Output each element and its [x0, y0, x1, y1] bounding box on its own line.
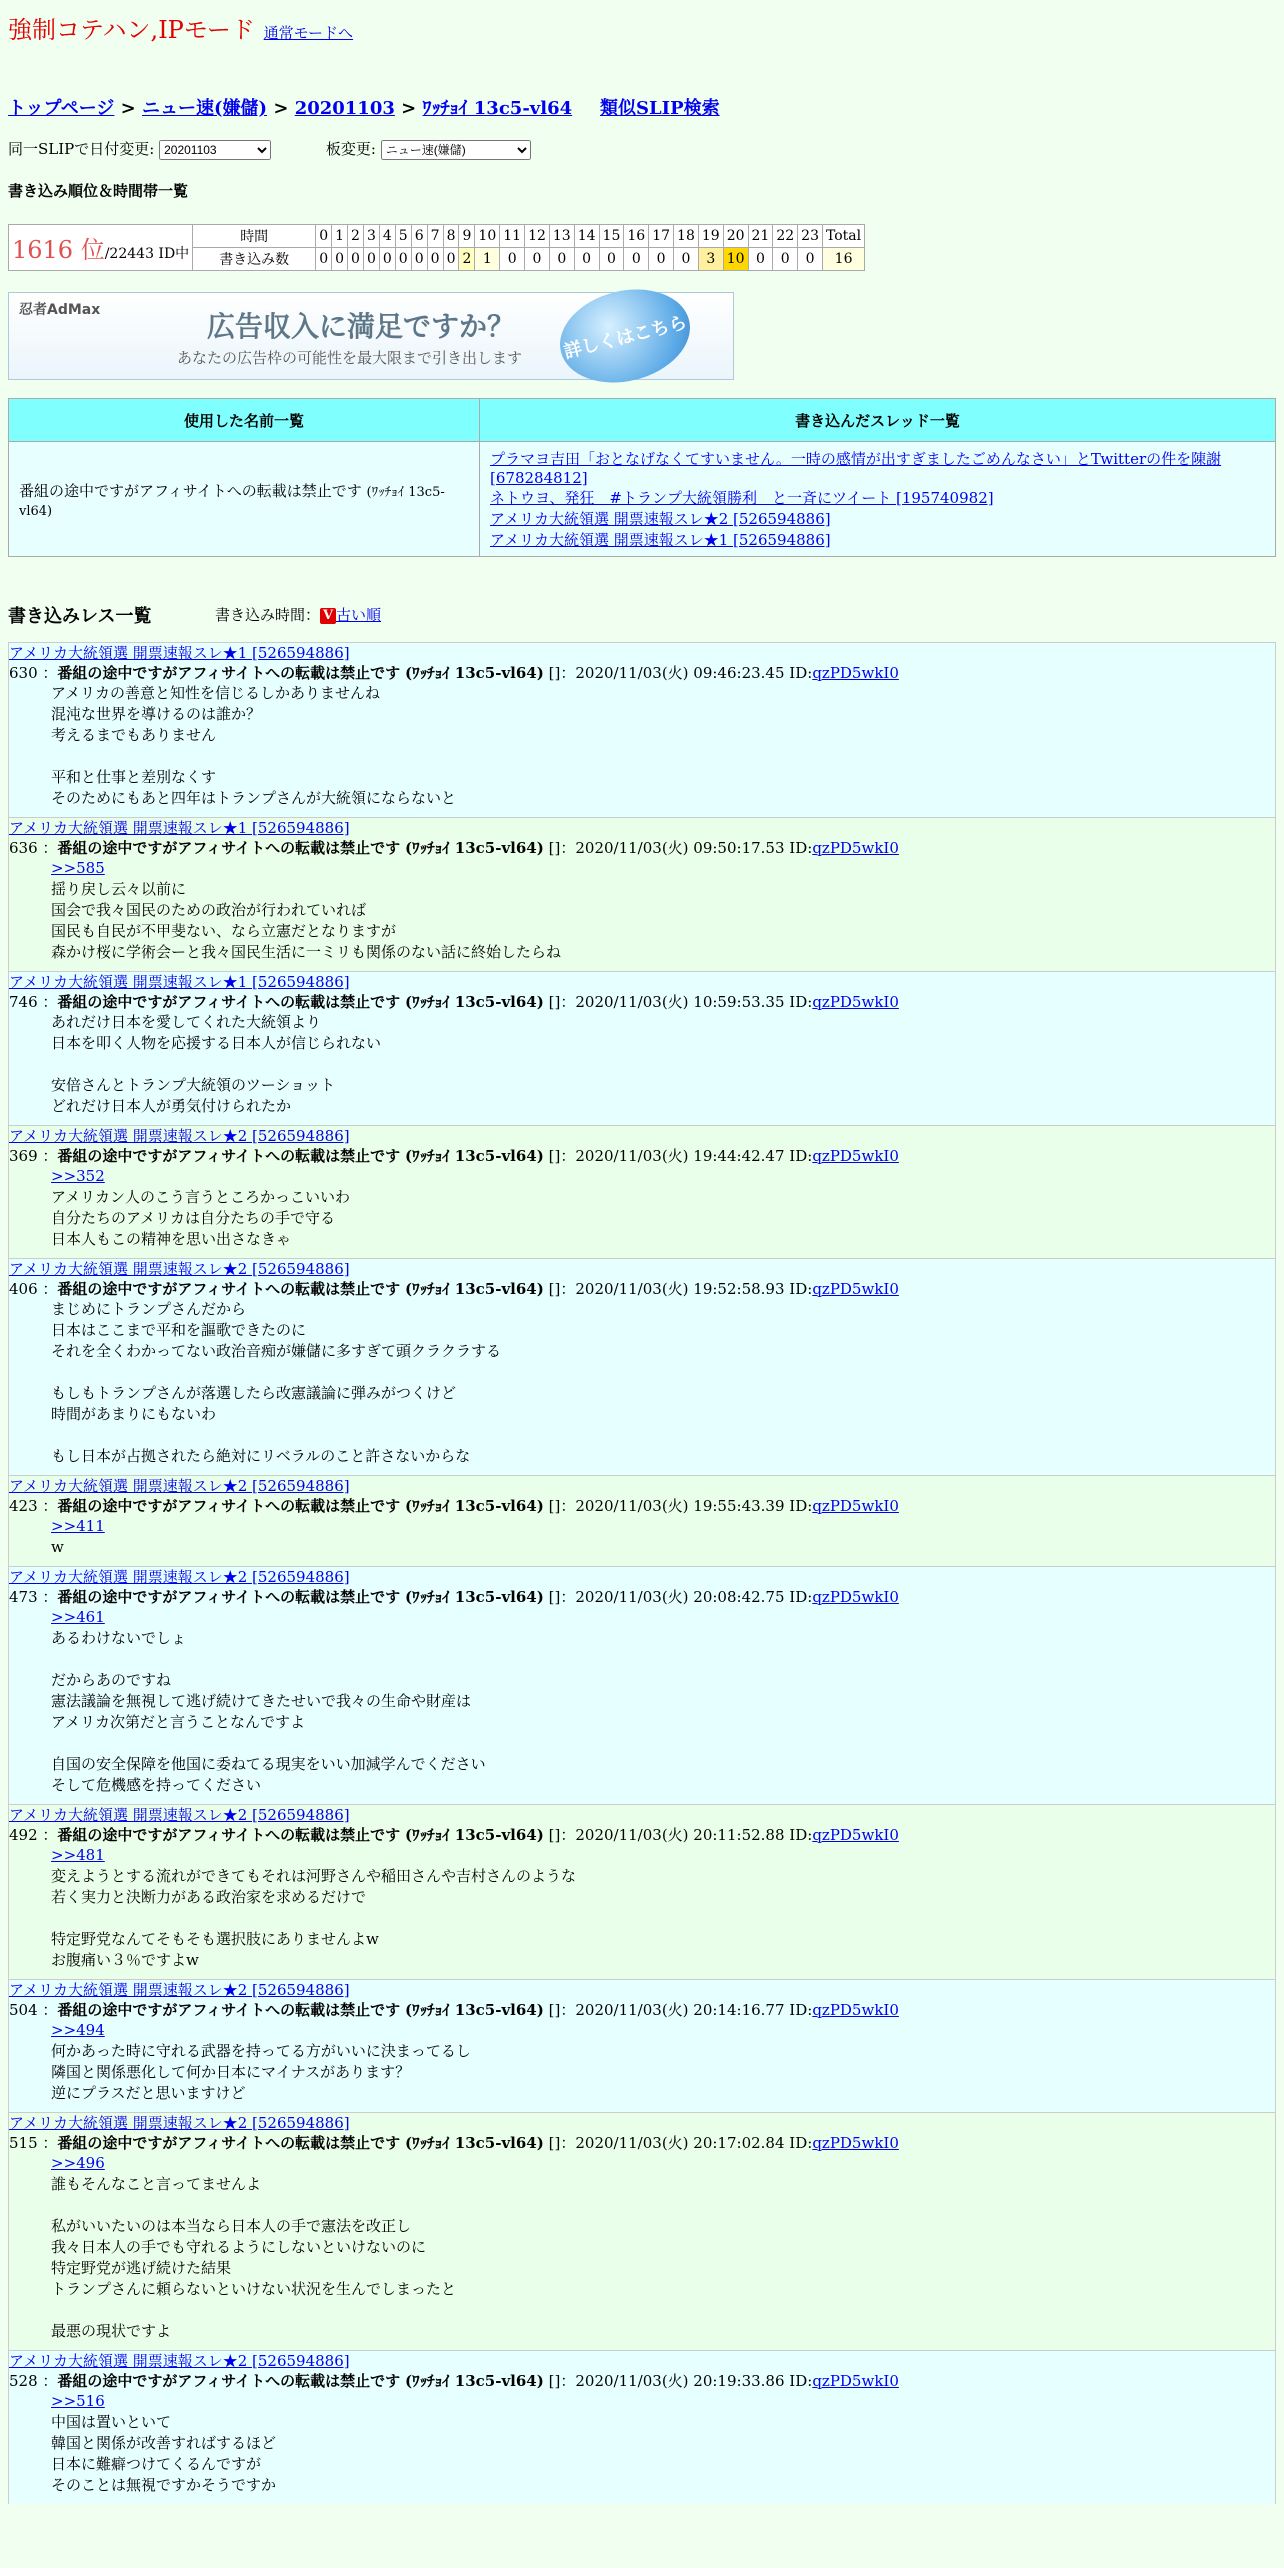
post-line — [51, 1425, 1275, 1446]
post-line: お腹痛い３％ですよw — [51, 1951, 199, 1969]
post-line: そのことは無視ですかそうですか — [51, 2476, 277, 2494]
hours-row — [9, 225, 865, 248]
post-number: 473 — [9, 1588, 38, 1606]
hour-count: 10 — [723, 248, 748, 271]
posts-heading: 書き込みレス一覧 — [8, 606, 152, 627]
thread-list-cell — [480, 442, 1276, 557]
breadcrumb — [8, 94, 572, 120]
time-label: 時間 — [193, 225, 316, 248]
post-item — [8, 2112, 1276, 2350]
post-body — [9, 1299, 1275, 1475]
post-author-name: 番組の途中ですがアフィサイトへの転載は禁止です — [57, 1497, 401, 1515]
hour-count: 0 — [379, 248, 395, 271]
post-number: 528 — [9, 2372, 38, 2390]
post-item — [8, 1258, 1276, 1475]
hour-header: 9 — [459, 225, 475, 248]
post-number: 515 — [9, 2134, 38, 2152]
post-date: 2020/11/03(火) 20:11:52.88 — [575, 1826, 785, 1844]
post-line: 我々日本人の手でも守れるようにしないといけないのに — [51, 2238, 427, 2256]
post-line: 平和と仕事と差別なくす — [51, 768, 217, 786]
post-mail: [] — [548, 1588, 561, 1606]
post-line: 特定野党が逃げ続けた結果 — [51, 2259, 232, 2277]
post-date: 2020/11/03(火) 19:55:43.39 — [575, 1497, 785, 1515]
post-line: そして危機感を持ってください — [51, 1776, 262, 1794]
hour-header: 1 — [332, 225, 348, 248]
similar-slip-search-link[interactable]: 類似SLIP検索 — [600, 98, 720, 119]
post-line: もしもトランプさんが落選したら改憲議論に弾みがつくけど — [51, 1384, 457, 1402]
post-line — [51, 746, 1275, 767]
hour-header: 14 — [574, 225, 599, 248]
post-reply-link[interactable]: >>352 — [51, 1167, 105, 1185]
post-line: 日本人もこの精神を思い出さなきゃ — [51, 1230, 292, 1248]
post-line: 変えようとする流れができてもそれは河野さんや稲田さんや吉村さんのような — [51, 1867, 577, 1885]
post-line — [51, 1908, 1275, 1929]
post-author-trip: (ﾜｯﾁｮｲ 13c5-vl64) — [404, 1147, 544, 1165]
hour-count: 0 — [332, 248, 348, 271]
post-id-label: ID: — [789, 839, 813, 857]
post-id-label: ID: — [789, 1826, 813, 1844]
hour-header: 21 — [748, 225, 773, 248]
post-item — [8, 817, 1276, 971]
post-line: アメリカ次第だと言うことなんですよ — [51, 1713, 305, 1731]
post-date: 2020/11/03(火) 19:52:58.93 — [575, 1280, 785, 1298]
post-number: 369 — [9, 1147, 38, 1165]
hour-count: 0 — [500, 248, 525, 271]
post-header: 636 ：番組の途中ですがアフィサイトへの転載は禁止です (ﾜｯﾁｮｲ 13c5-vl64) []：2020/11/03(火) 09:50:17.53 ID:qzPD5wkI0 — [9, 839, 899, 857]
post-line: もし日本が占拠されたら絶対にリベラルのこと許さないからな — [51, 1447, 471, 1465]
post-line: 安倍さんとトランプ大統領のツーショット — [51, 1076, 336, 1094]
threads-column-header: 書き込んだスレッド一覧 — [480, 399, 1276, 442]
names-column-header: 使用した名前一覧 — [9, 399, 480, 442]
post-line: 自分たちのアメリカは自分たちの手で守る — [51, 1209, 335, 1227]
post-mail: [] — [548, 2372, 561, 2390]
date-select[interactable] — [159, 140, 271, 160]
post-id-link[interactable]: qzPD5wkI0 — [812, 1826, 899, 1844]
post-item — [8, 1125, 1276, 1258]
post-line: あれだけ日本を愛してくれた大統領より — [51, 1013, 322, 1031]
hour-count: 0 — [549, 248, 574, 271]
post-author-trip: (ﾜｯﾁｮｲ 13c5-vl64) — [404, 993, 544, 1011]
post-header: 473 ：番組の途中ですがアフィサイトへの転載は禁止です (ﾜｯﾁｮｲ 13c5-vl64) []：2020/11/03(火) 20:08:42.75 ID:qzPD5wkI0 — [9, 1588, 899, 1606]
oldest-first-link[interactable]: 古い順 — [336, 606, 382, 624]
hour-count: 0 — [773, 248, 798, 271]
hour-count: 0 — [411, 248, 427, 271]
post-body — [9, 2020, 1275, 2112]
names-threads-table — [8, 398, 1276, 557]
post-body — [9, 1845, 1275, 1979]
thread-link[interactable]: アメリカ大統領選 開票速報スレ★2 [526594886] — [490, 510, 831, 528]
hour-header: 18 — [674, 225, 699, 248]
post-author-name: 番組の途中ですがアフィサイトへの転載は禁止です — [57, 839, 401, 857]
post-author-name: 番組の途中ですがアフィサイトへの転載は禁止です — [57, 2134, 401, 2152]
hour-header: 10 — [475, 225, 500, 248]
hour-header: 8 — [443, 225, 459, 248]
post-date: 2020/11/03(火) 20:17:02.84 — [575, 2134, 785, 2152]
post-line — [51, 1649, 1275, 1670]
post-line — [51, 1733, 1275, 1754]
used-name: 番組の途中ですがアフィサイトへの転載は禁止です — [19, 481, 362, 500]
count-label: 書き込み数 — [193, 248, 316, 271]
post-date: 2020/11/03(火) 20:19:33.86 — [575, 2372, 785, 2390]
post-id-link[interactable]: qzPD5wkI0 — [812, 2134, 899, 2152]
hour-count: 0 — [525, 248, 550, 271]
post-id-label: ID: — [789, 1588, 813, 1606]
post-number: 504 — [9, 2001, 38, 2019]
post-line: 中国は置いといて — [51, 2413, 172, 2431]
ad-details-button[interactable]: 詳しくはこちら — [550, 276, 700, 395]
post-line: 日本を叩く人物を応援する日本人が信じられない — [51, 1034, 382, 1052]
mode-title: 強制コテハン,IPモード — [8, 16, 255, 44]
post-number: 746 — [9, 993, 38, 1011]
post-header: 630 ：番組の途中ですがアフィサイトへの転載は禁止です (ﾜｯﾁｮｲ 13c5-vl64) []：2020/11/03(火) 09:46:23.45 ID:qzPD5wkI0 — [9, 664, 899, 682]
post-body — [9, 683, 1275, 817]
hour-header: 23 — [798, 225, 823, 248]
post-body — [9, 2153, 1275, 2350]
hour-header: 15 — [599, 225, 624, 248]
breadcrumb-id-link[interactable]: ﾜｯﾁｮｲ 13c5-vl64 — [422, 98, 573, 119]
post-id-link[interactable]: qzPD5wkI0 — [812, 993, 899, 1011]
post-item — [8, 1979, 1276, 2112]
post-line: だからあのですね — [51, 1671, 172, 1689]
breadcrumb-top-link[interactable]: トップページ — [8, 98, 115, 119]
post-thread-link[interactable]: アメリカ大統領選 開票速報スレ★1 [526594886] — [9, 644, 350, 662]
post-thread-link[interactable]: アメリカ大統領選 開票速報スレ★2 [526594886] — [9, 1981, 350, 1999]
post-list — [8, 642, 1276, 2504]
hour-count: 0 — [316, 248, 332, 271]
post-line: あるわけないでしょ — [51, 1629, 187, 1647]
post-header: 406 ：番組の途中ですがアフィサイトへの転載は禁止です (ﾜｯﾁｮｲ 13c5-vl64) []：2020/11/03(火) 19:52:58.93 ID:qzPD5wkI0 — [9, 1280, 899, 1298]
post-body — [9, 2391, 1275, 2504]
ad-logo: 忍者AdMax — [19, 302, 101, 318]
hour-count: 0 — [748, 248, 773, 271]
post-item — [8, 1475, 1276, 1566]
hour-count: 0 — [427, 248, 443, 271]
post-mail: [] — [548, 1497, 561, 1515]
post-thread-link[interactable]: アメリカ大統領選 開票速報スレ★2 [526594886] — [9, 2114, 350, 2132]
post-mail: [] — [548, 1147, 561, 1165]
post-header: 369 ：番組の途中ですがアフィサイトへの転載は禁止です (ﾜｯﾁｮｲ 13c5-vl64) []：2020/11/03(火) 19:44:42.47 ID:qzPD5wkI0 — [9, 1147, 899, 1165]
post-author-name: 番組の途中ですがアフィサイトへの転載は禁止です — [57, 1280, 401, 1298]
ad-subtext: あなたの広告枠の可能性を最大限まで引き出します — [177, 349, 523, 367]
hour-count: 0 — [363, 248, 379, 271]
post-line — [51, 1362, 1275, 1383]
hour-header: 20 — [723, 225, 748, 248]
post-reply-link[interactable]: >>494 — [51, 2021, 105, 2039]
post-id-label: ID: — [789, 1147, 813, 1165]
post-mail: [] — [548, 664, 561, 682]
post-mail: [] — [548, 1280, 561, 1298]
post-body — [9, 1166, 1275, 1258]
hour-header: 7 — [427, 225, 443, 248]
post-line: 最悪の現状ですよ — [51, 2322, 172, 2340]
post-line — [51, 2300, 1275, 2321]
post-line: それを全くわかってない政治音痴が嫌儲に多すぎて頭クラクラする — [51, 1342, 502, 1360]
post-author-trip: (ﾜｯﾁｮｲ 13c5-vl64) — [404, 1280, 544, 1298]
post-date: 2020/11/03(火) 20:08:42.75 — [575, 1588, 785, 1606]
normal-mode-link[interactable]: 通常モードへ — [263, 24, 354, 42]
post-body — [9, 858, 1275, 971]
post-id-link[interactable]: qzPD5wkI0 — [812, 664, 899, 682]
post-date: 2020/11/03(火) 09:50:17.53 — [575, 839, 785, 857]
post-author-trip: (ﾜｯﾁｮｲ 13c5-vl64) — [404, 664, 544, 682]
hour-count: 0 — [395, 248, 411, 271]
post-item — [8, 1566, 1276, 1804]
post-number: 636 — [9, 839, 38, 857]
post-number: 492 — [9, 1826, 38, 1844]
post-author-trip: (ﾜｯﾁｮｲ 13c5-vl64) — [404, 839, 544, 857]
post-header: 492 ：番組の途中ですがアフィサイトへの転載は禁止です (ﾜｯﾁｮｲ 13c5-vl64) []：2020/11/03(火) 20:11:52.88 ID:qzPD5wkI0 — [9, 1826, 899, 1844]
hour-header: 13 — [549, 225, 574, 248]
post-id-label: ID: — [789, 664, 813, 682]
post-line: アメリカの善意と知性を信じるしかありませんね — [51, 684, 380, 702]
hour-header: 22 — [773, 225, 798, 248]
post-reply-link[interactable]: >>585 — [51, 859, 105, 877]
post-date: 2020/11/03(火) 19:44:42.47 — [575, 1147, 785, 1165]
post-author-name: 番組の途中ですがアフィサイトへの転載は禁止です — [57, 1147, 401, 1165]
hour-header: 2 — [348, 225, 364, 248]
post-body — [9, 1607, 1275, 1804]
hour-header: 11 — [500, 225, 525, 248]
mode-header — [8, 10, 353, 45]
post-header: 423 ：番組の途中ですがアフィサイトへの転載は禁止です (ﾜｯﾁｮｲ 13c5-vl64) []：2020/11/03(火) 19:55:43.39 ID:qzPD5wkI0 — [9, 1497, 899, 1515]
post-id-label: ID: — [789, 993, 813, 1011]
breadcrumb-separator: > — [267, 98, 295, 119]
post-line: 混沌な世界を導けるのは誰か？ — [51, 705, 262, 723]
hour-count: 0 — [443, 248, 459, 271]
post-author-name: 番組の途中ですがアフィサイトへの転載は禁止です — [57, 2372, 401, 2390]
post-number: 406 — [9, 1280, 38, 1298]
post-line: 日本に難癖つけてくるんですが — [51, 2455, 262, 2473]
post-item — [8, 2350, 1276, 2504]
post-line: 逆にプラスだと思いますけど — [51, 2084, 246, 2102]
post-line: 特定野党なんてそもそも選択肢にありませんよw — [51, 1930, 379, 1948]
post-mail: [] — [548, 1826, 561, 1844]
post-reply-link[interactable]: >>496 — [51, 2154, 105, 2172]
post-mail: [] — [548, 839, 561, 857]
hour-count: 1 — [475, 248, 500, 271]
post-author-trip: (ﾜｯﾁｮｲ 13c5-vl64) — [404, 1826, 544, 1844]
board-change-label: 板変更: — [325, 140, 376, 158]
post-id-label: ID: — [789, 2372, 813, 2390]
post-line: 若く実力と決断力がある政治家を求めるだけで — [51, 1888, 367, 1906]
thread-link[interactable]: ネトウヨ、発狂 #トランプ大統領勝利 と一斉にツイート [195740982] — [490, 489, 994, 507]
post-author-name: 番組の途中ですがアフィサイトへの転載は禁止です — [57, 1588, 401, 1606]
post-line: 隣国と関係悪化して何か日本にマイナスがあります？ — [51, 2063, 411, 2081]
hour-count: 0 — [674, 248, 699, 271]
hour-header: 6 — [411, 225, 427, 248]
post-number: 423 — [9, 1497, 38, 1515]
hour-count: 2 — [459, 248, 475, 271]
hour-count: 3 — [698, 248, 723, 271]
hour-total-count: 16 — [823, 248, 865, 271]
post-reply-link[interactable]: >>461 — [51, 1608, 105, 1626]
post-id-link[interactable]: qzPD5wkI0 — [812, 839, 899, 857]
rank-cell — [9, 225, 193, 271]
post-line: まじめにトランプさんだから — [51, 1300, 247, 1318]
post-thread-link[interactable]: アメリカ大統領選 開票速報スレ★2 [526594886] — [9, 1806, 350, 1824]
post-id-link[interactable]: qzPD5wkI0 — [812, 1588, 899, 1606]
hour-header: 19 — [698, 225, 723, 248]
post-reply-link[interactable]: >>481 — [51, 1846, 105, 1864]
hour-count: 0 — [798, 248, 823, 271]
post-line: 何かあった時に守れる武器を持ってる方がいいに決まってるし — [51, 2042, 471, 2060]
board-select[interactable] — [381, 140, 531, 160]
post-line: そのためにもあと四年はトランプさんが大統領にならないと — [51, 789, 457, 807]
post-date: 2020/11/03(火) 20:14:16.77 — [575, 2001, 785, 2019]
post-thread-link[interactable]: アメリカ大統領選 開票速報スレ★2 [526594886] — [9, 1260, 350, 1278]
post-body — [9, 1012, 1275, 1125]
order-label: 書き込み時間： — [215, 606, 321, 624]
post-line: 自国の安全保障を他国に委ねてる現実をいい加減学んでください — [51, 1755, 486, 1773]
post-mail: [] — [548, 993, 561, 1011]
post-item — [8, 1804, 1276, 1979]
post-line — [51, 2195, 1275, 2216]
post-date: 2020/11/03(火) 10:59:53.35 — [575, 993, 785, 1011]
hour-header: 4 — [379, 225, 395, 248]
breadcrumb-separator: > — [394, 98, 423, 119]
post-header: 746 ：番組の途中ですがアフィサイトへの転載は禁止です (ﾜｯﾁｮｲ 13c5-vl64) []：2020/11/03(火) 10:59:53.35 ID:qzPD5wkI0 — [9, 993, 899, 1011]
post-header: 528 ：番組の途中ですがアフィサイトへの転載は禁止です (ﾜｯﾁｮｲ 13c5-vl64) []：2020/11/03(火) 20:19:33.86 ID:qzPD5wkI0 — [9, 2372, 899, 2390]
post-line: w — [51, 1538, 64, 1556]
post-number: 630 — [9, 664, 38, 682]
used-name-cell — [9, 442, 480, 557]
used-name-trip: (ﾜｯﾁｮｲ 13c5-vl64) — [19, 484, 445, 519]
date-change-row — [8, 138, 531, 160]
post-line: 時間があまりにもないわ — [51, 1405, 217, 1423]
post-line: アメリカン人のこう言うところかっこいいわ — [51, 1188, 350, 1206]
post-header: 504 ：番組の途中ですがアフィサイトへの転載は禁止です (ﾜｯﾁｮｲ 13c5-vl64) []：2020/11/03(火) 20:14:16.77 ID:qzPD5wkI0 — [9, 2001, 899, 2019]
post-line: 私がいいたいのは本当なら日本人の手で憲法を改正し — [51, 2217, 412, 2235]
sort-v-icon: V — [320, 608, 336, 624]
hour-count: 0 — [624, 248, 649, 271]
post-line: 日本はここまで平和を謳歌できたのに — [51, 1321, 307, 1339]
rank-heading: 書き込み順位＆時間帯一覧 — [8, 182, 189, 200]
post-date: 2020/11/03(火) 09:46:23.45 — [575, 664, 785, 682]
post-line: 国民も自民が不甲斐ない、なら立憲だとなりますが — [51, 922, 397, 940]
post-line: 森かけ桜に学術会ーと我々国民生活に一ミリも関係のない話に終始したらね — [51, 943, 562, 961]
post-id-link[interactable]: qzPD5wkI0 — [812, 1280, 899, 1298]
rank-total: /22443 ID中 — [104, 246, 190, 262]
post-author-name: 番組の途中ですがアフィサイトへの転載は禁止です — [57, 664, 401, 682]
post-id-label: ID: — [789, 1280, 813, 1298]
post-id-link[interactable]: qzPD5wkI0 — [812, 1497, 899, 1515]
post-thread-link[interactable]: アメリカ大統領選 開票速報スレ★2 [526594886] — [9, 1477, 350, 1495]
post-thread-link[interactable]: アメリカ大統領選 開票速報スレ★1 [526594886] — [9, 819, 350, 837]
post-mail: [] — [548, 2134, 561, 2152]
post-line: 国会で我々国民のための政治が行われていれば — [51, 901, 367, 919]
post-id-link[interactable]: qzPD5wkI0 — [812, 1147, 899, 1165]
hour-header: 3 — [363, 225, 379, 248]
post-id-label: ID: — [789, 1497, 813, 1515]
post-author-trip: (ﾜｯﾁｮｲ 13c5-vl64) — [404, 2001, 544, 2019]
thread-link[interactable]: アメリカ大統領選 開票速報スレ★1 [526594886] — [490, 531, 831, 549]
post-author-trip: (ﾜｯﾁｮｲ 13c5-vl64) — [404, 2134, 544, 2152]
post-thread-link[interactable]: アメリカ大統領選 開票速報スレ★1 [526594886] — [9, 973, 350, 991]
hour-total-header: Total — [823, 225, 865, 248]
rank-position: 1616 位 — [12, 236, 105, 264]
post-id-link[interactable]: qzPD5wkI0 — [812, 2001, 899, 2019]
post-author-name: 番組の途中ですがアフィサイトへの転載は禁止です — [57, 993, 401, 1011]
hour-header: 0 — [316, 225, 332, 248]
post-line: 憲法議論を無視して逃げ続けてきたせいで我々の生命や財産は — [51, 1692, 472, 1710]
post-line: トランプさんに頼らないといけない状況を生んでしまったと — [51, 2280, 457, 2298]
post-reply-link[interactable]: >>411 — [51, 1517, 105, 1535]
post-id-link[interactable]: qzPD5wkI0 — [812, 2372, 899, 2390]
post-body — [9, 1516, 1275, 1566]
hour-header: 12 — [525, 225, 550, 248]
thread-link[interactable]: プラマヨ吉田「おとなげなくてすいません。一時の感情が出すぎましたごめんなさい」とTwitterの件を陳謝 [678284812] — [490, 450, 1222, 487]
hour-count: 0 — [599, 248, 624, 271]
post-line: どれだけ日本人が勇気付けられたか — [51, 1097, 292, 1115]
post-reply-link[interactable]: >>516 — [51, 2392, 105, 2410]
post-thread-link[interactable]: アメリカ大統領選 開票速報スレ★2 [526594886] — [9, 2352, 350, 2370]
breadcrumb-separator: > — [114, 98, 143, 119]
hour-count: 0 — [574, 248, 599, 271]
post-author-trip: (ﾜｯﾁｮｲ 13c5-vl64) — [404, 2372, 544, 2390]
post-line: 誰もそんなこと言ってませんよ — [51, 2175, 262, 2193]
post-mail: [] — [548, 2001, 561, 2019]
post-id-label: ID: — [789, 2134, 813, 2152]
order-control — [215, 604, 381, 625]
post-item — [8, 971, 1276, 1125]
ad-headline: 広告収入に満足ですか？ — [207, 310, 516, 343]
ad-banner[interactable] — [8, 292, 734, 380]
post-thread-link[interactable]: アメリカ大統領選 開票速報スレ★2 [526594886] — [9, 1568, 350, 1586]
post-author-trip: (ﾜｯﾁｮｲ 13c5-vl64) — [404, 1497, 544, 1515]
hour-header: 5 — [395, 225, 411, 248]
date-change-label: 同一SLIPで日付変更: — [8, 140, 155, 158]
post-line: 韓国と関係が改善すればするほど — [51, 2434, 277, 2452]
hour-header: 16 — [624, 225, 649, 248]
hour-header: 17 — [649, 225, 674, 248]
post-item — [8, 642, 1276, 817]
post-header: 515 ：番組の途中ですがアフィサイトへの転載は禁止です (ﾜｯﾁｮｲ 13c5-vl64) []：2020/11/03(火) 20:17:02.84 ID:qzPD5wkI0 — [9, 2134, 899, 2152]
post-line: 揺り戻し云々以前に — [51, 880, 187, 898]
hour-count: 0 — [649, 248, 674, 271]
post-author-name: 番組の途中ですがアフィサイトへの転載は禁止です — [57, 2001, 401, 2019]
hours-table — [8, 224, 865, 271]
post-line — [51, 1054, 1275, 1075]
post-author-trip: (ﾜｯﾁｮｲ 13c5-vl64) — [404, 1588, 544, 1606]
post-author-name: 番組の途中ですがアフィサイトへの転載は禁止です — [57, 1826, 401, 1844]
breadcrumb-date-link[interactable]: 20201103 — [294, 98, 395, 119]
post-id-label: ID: — [789, 2001, 813, 2019]
hour-count: 0 — [348, 248, 364, 271]
post-line: 考えるまでもありません — [51, 726, 217, 744]
post-thread-link[interactable]: アメリカ大統領選 開票速報スレ★2 [526594886] — [9, 1127, 350, 1145]
breadcrumb-board-link[interactable]: ニュー速(嫌儲) — [142, 98, 268, 119]
